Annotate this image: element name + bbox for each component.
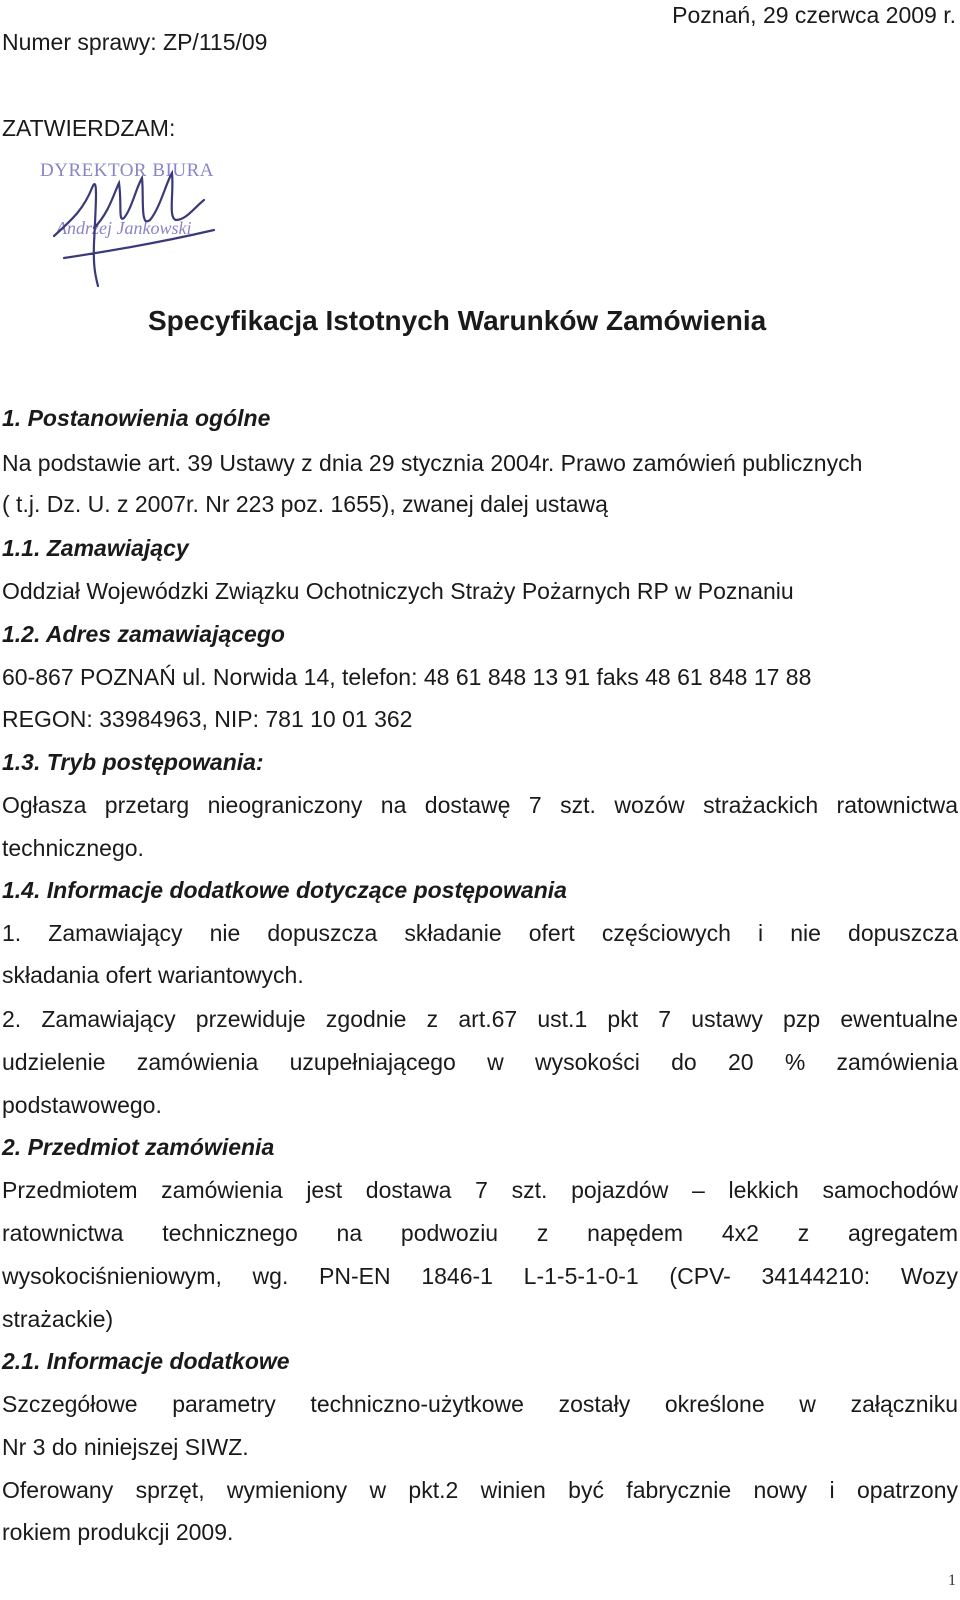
section-1-2-heading: 1.2. Adres zamawiającego — [2, 621, 285, 647]
case-number: Numer sprawy: ZP/115/09 — [2, 29, 268, 55]
section-1-1-heading: 1.1. Zamawiający — [2, 535, 189, 561]
orderer-name: Oddział Wojewódzki Związku Ochotniczych Straży Pożarnych RP w Poznaniu — [2, 578, 794, 604]
subject-line-4: strażackie) — [2, 1306, 114, 1332]
additional-line-1: Szczegółowe parametry techniczno-użytkowe zostały określone w załączniku — [2, 1391, 958, 1417]
procedure-line-1: Ogłasza przetarg nieograniczony na dostawę 7 szt. wozów strażackich ratownictwa — [2, 792, 958, 818]
orderer-regon-nip: REGON: 33984963, NIP: 781 10 01 362 — [2, 706, 413, 732]
additional-line-2: Nr 3 do niniejszej SIWZ. — [2, 1434, 249, 1460]
section-1-line-2: ( t.j. Dz. U. z 2007r. Nr 223 poz. 1655), zwanej dalej ustawą — [2, 491, 608, 517]
procedure-line-2: technicznego. — [2, 835, 144, 861]
info-2-line-1: 2. Zamawiający przewiduje zgodnie z art.67 ust.1 pkt 7 ustawy pzp ewentualne — [2, 1006, 958, 1032]
subject-line-1: Przedmiotem zamówienia jest dostawa 7 szt. pojazdów – lekkich samochodów — [2, 1177, 958, 1203]
section-2-heading: 2. Przedmiot zamówienia — [2, 1134, 275, 1160]
document-title: Specyfikacja Istotnych Warunków Zamówienia — [148, 305, 767, 336]
info-2-line-3: podstawowego. — [2, 1092, 162, 1118]
info-1-line-1: 1. Zamawiający nie dopuszcza składanie ofert częściowych i nie dopuszcza — [2, 920, 958, 946]
section-1-heading: 1. Postanowienia ogólne — [2, 405, 271, 431]
director-stamp — [14, 148, 284, 288]
approval-label: ZATWIERDZAM: — [2, 115, 176, 141]
stamp-name: Andrzej Jankowski — [56, 218, 192, 238]
section-1-3-heading: 1.3. Tryb postępowania: — [2, 749, 264, 775]
section-2-1-heading: 2.1. Informacje dodatkowe — [2, 1348, 290, 1374]
subject-line-3: wysokociśnieniowym, wg. PN-EN 1846-1 L-1-5-1-0-1 (CPV- 34144210: Wozy — [2, 1263, 958, 1289]
info-1-line-2: składania ofert wariantowych. — [2, 962, 304, 988]
date-place: Poznań, 29 czerwca 2009 r. — [672, 2, 956, 28]
subject-line-2: ratownictwa technicznego na podwoziu z napędem 4x2 z agregatem — [2, 1220, 958, 1246]
page-number: 1 — [948, 1572, 956, 1589]
section-1-4-heading: 1.4. Informacje dodatkowe dotyczące postępowania — [2, 877, 567, 903]
orderer-address: 60-867 POZNAŃ ul. Norwida 14, telefon: 48 61 848 13 91 faks 48 61 848 17 88 — [2, 664, 812, 690]
additional-line-3: Oferowany sprzęt, wymieniony w pkt.2 winien być fabrycznie nowy i opatrzony — [2, 1477, 958, 1503]
additional-line-4: rokiem produkcji 2009. — [2, 1519, 234, 1545]
info-2-line-2: udzielenie zamówienia uzupełniającego w wysokości do 20 % zamówienia — [2, 1049, 958, 1075]
stamp-title: DYREKTOR BIURA — [40, 160, 214, 181]
signature-image — [14, 148, 284, 288]
section-1-line-1: Na podstawie art. 39 Ustawy z dnia 29 stycznia 2004r. Prawo zamówień publicznych — [2, 450, 863, 476]
